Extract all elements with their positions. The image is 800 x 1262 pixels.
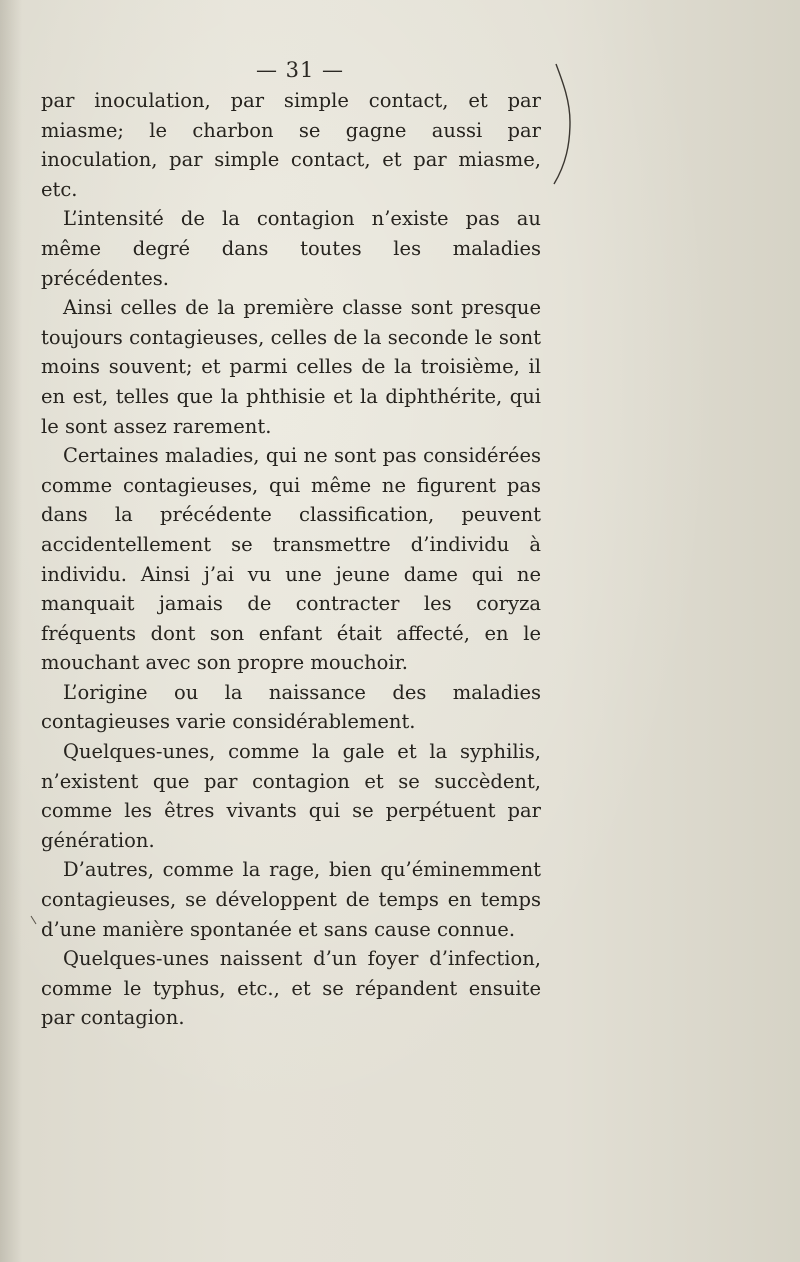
paragraph: Certaines maladies, qui ne sont pas considérées comme contagieuses, qui même ne figurent pas dans la précédente classification, peuvent accidentellement se transmettre d’individu à individu. Ainsi j’ai vu une jeune dame qui ne manquait jamais de contracter les coryza fréquents dont son enfant était affecté, en le mouchant avec son propre mouchoir. [41, 444, 541, 675]
paragraph: par inoculation, par simple contact, et par miasme; le charbon se gagne aussi par inoculation, par simple contact, et par miasme, etc. [41, 89, 541, 201]
paragraph: D’autres, comme la rage, bien qu’éminemment contagieuses, se développent de temps en temps d’une manière spontanée et sans cause connue. [41, 858, 541, 941]
page-number: — 31 — [255, 58, 345, 82]
spine-shadow [0, 0, 22, 1262]
body-text [41, 86, 541, 1033]
paragraph: L’intensité de la contagion n’existe pas au même degré dans toutes les maladies précédentes. [41, 207, 541, 290]
margin-pencil-mark [548, 60, 578, 190]
paragraph: L’origine ou la naissance des maladies contagieuses varie considérablement. [41, 680, 541, 734]
paragraph: Ainsi celles de la première classe sont presque toujours contagieuses, celles de la seconde le sont moins souvent; et parmi celles de la troisième, il en est, telles que la phthisie et la diphthérite, qui le sont assez rarement. [41, 296, 541, 438]
paragraph: Quelques-unes naissent d’un foyer d’infection, comme le typhus, etc., et se répandent ensuite par contagion. [41, 947, 541, 1030]
paragraph: Quelques-unes, comme la gale et la syphilis, n’existent que par contagion et se succèdent, comme les êtres vivants qui se perpétuent par génération. [41, 740, 541, 852]
stray-ink-mark [30, 915, 38, 925]
